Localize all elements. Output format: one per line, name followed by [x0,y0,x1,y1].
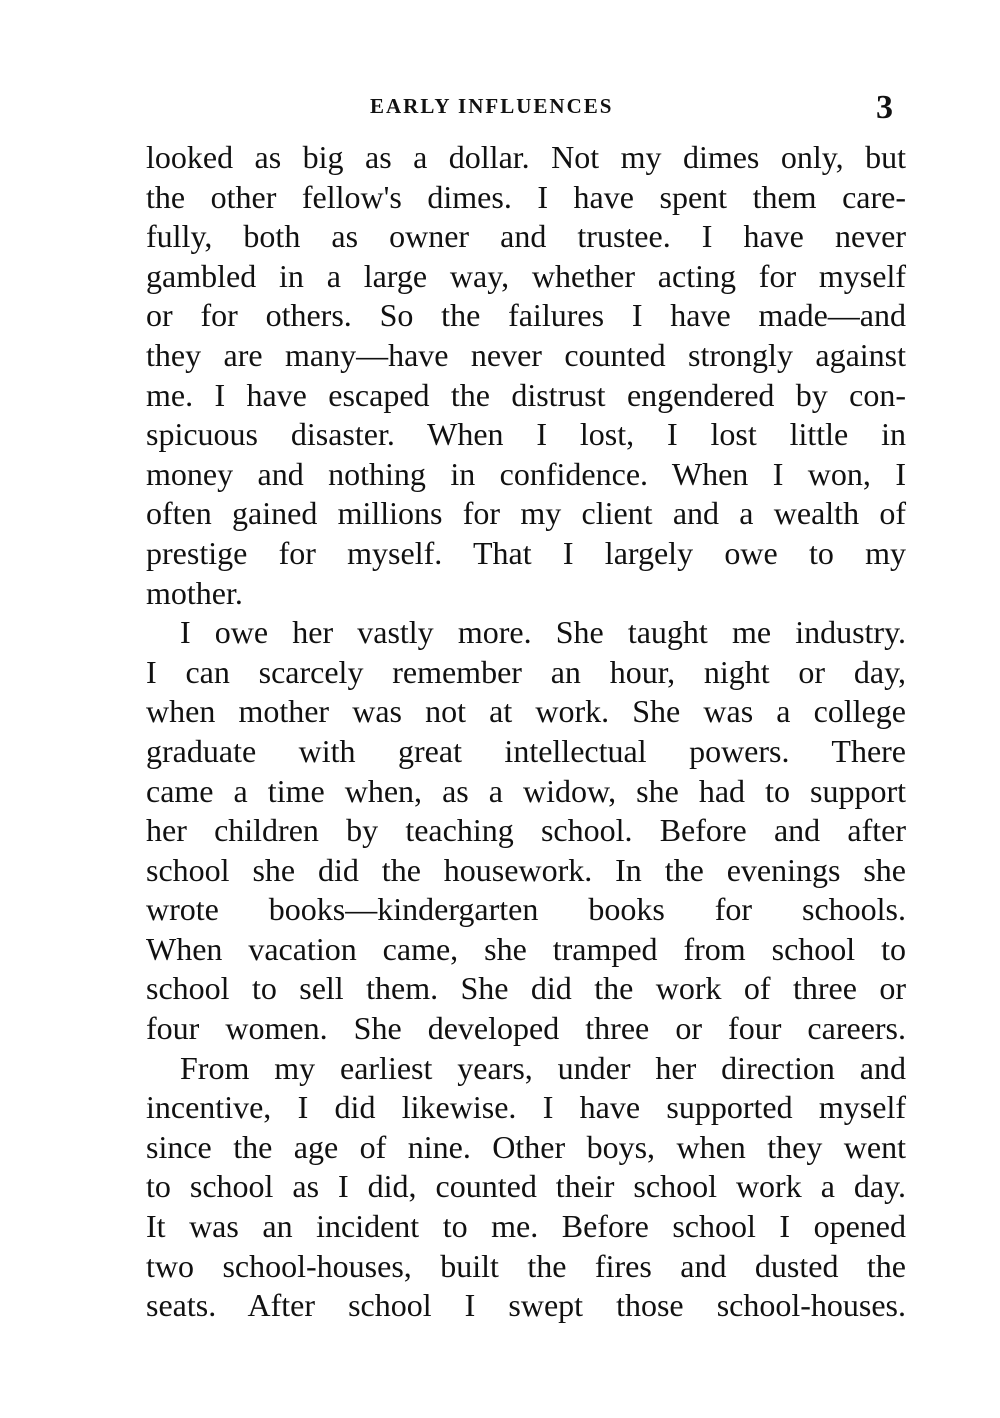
text-line: four women. She developed three or four careers. [146,1010,906,1047]
text-line: or for others. So the failures I have made—and [146,297,906,334]
text-line: they are many—have never counted strongly against [146,336,906,373]
text-line: When vacation came, she tramped from school to [146,930,906,967]
paragraph [146,138,906,613]
running-head: EARLY INFLUENCES [370,94,614,118]
text-line: me. I have escaped the distrust engendered by con- [146,376,906,413]
text-line: two school-houses, built the fires and dusted the [146,1247,906,1284]
text-line: wrote books—kindergarten books for schools. [146,891,906,928]
text-line: her children by teaching school. Before and after [146,812,906,849]
text-line: I owe her vastly more. She taught me industry. [180,614,906,651]
page-number: 3 [876,89,893,126]
text-line: when mother was not at work. She was a college [146,693,906,730]
paragraph [146,1049,906,1326]
text-line: the other fellow's dimes. I have spent them care- [146,178,906,215]
text-line: incentive, I did likewise. I have supported myself [146,1089,906,1126]
text-line: I can scarcely remember an hour, night or day, [146,653,906,690]
text-line: often gained millions for my client and a wealth of [146,495,906,532]
text-line: to school as I did, counted their school work a day. [146,1168,906,1205]
text-line: fully, both as owner and trustee. I have never [146,218,906,255]
text-line: since the age of nine. Other boys, when they went [146,1128,906,1165]
paragraph [146,613,906,1049]
text-line: gambled in a large way, whether acting for myself [146,257,906,294]
text-line: From my earliest years, under her direction and [180,1049,906,1086]
text-line: prestige for myself. That I largely owe to my [146,534,906,571]
body-text [146,138,906,1326]
text-line: It was an incident to me. Before school I opened [146,1208,906,1245]
text-line: graduate with great intellectual powers. There [146,732,906,769]
text-line: mother. [146,574,243,611]
text-line: school she did the housework. In the evenings she [146,851,906,888]
text-line: seats. After school I swept those school-houses. [146,1287,906,1324]
text-line: came a time when, as a widow, she had to support [146,772,906,809]
text-line: money and nothing in confidence. When I won, I [146,455,906,492]
text-line: looked as big as a dollar. Not my dimes only, but [146,139,906,175]
text-line: spicuous disaster. When I lost, I lost little in [146,416,906,453]
text-line: school to sell them. She did the work of three or [146,970,906,1007]
